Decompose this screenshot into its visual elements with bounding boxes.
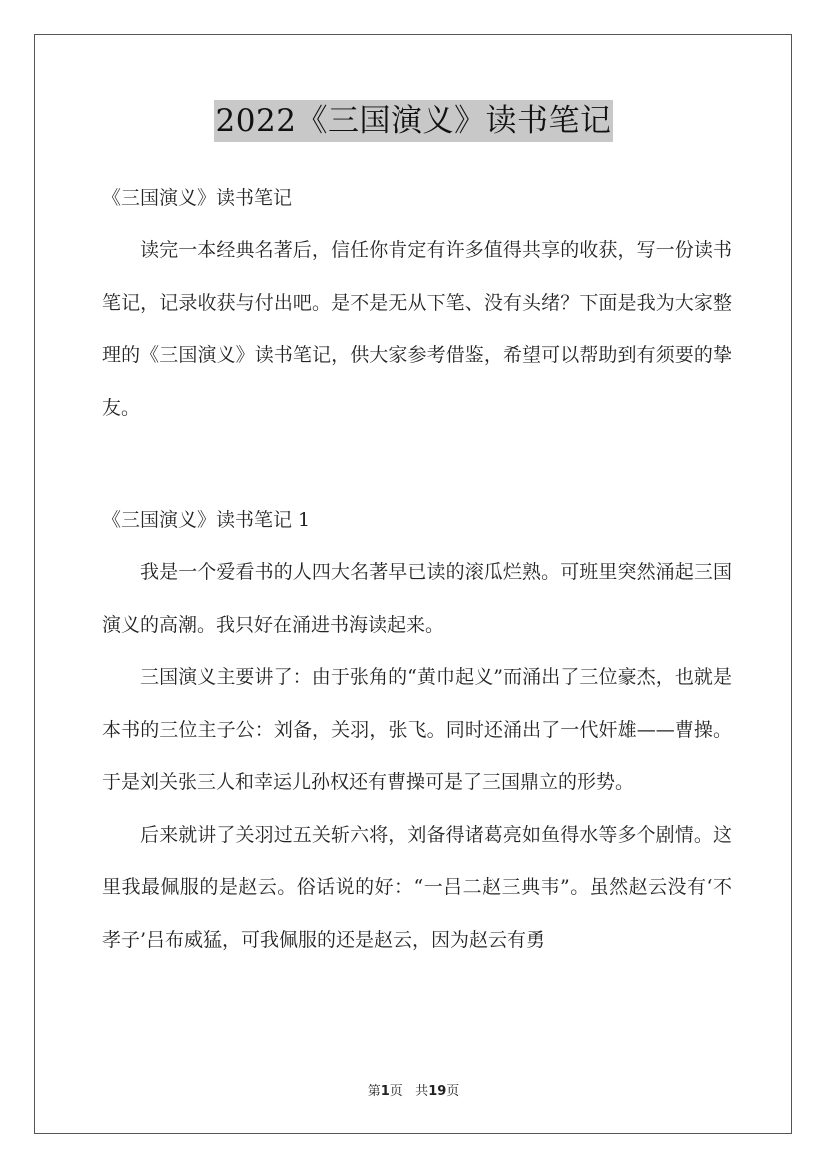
body-paragraph-2: 三国演义主要讲了：由于张角的“黄巾起义”而涌出了三位豪杰，也就是本书的三位主子公：刘备，关羽，张飞。同时还涌出了一代奸雄——曹操。于是刘关张三人和幸运儿孙权还有曹操可是了三国鼎立的形势。 — [102, 666, 732, 793]
page-suffix: 页 — [389, 1084, 403, 1099]
page-footer — [0, 1083, 827, 1101]
total-label: 共 — [415, 1084, 429, 1099]
section-heading: 《三国演义》读书笔记 1 — [102, 509, 311, 531]
intro-paragraph: 读完一本经典名著后，信任你肯定有许多值得共享的收获，写一份读书笔记，记录收获与付出吧。是不是无从下笔、没有头绪？下面是我为大家整理的《三国演义》读书笔记，供大家参考借鉴，希望可以帮助到有须要的挚友。 — [102, 239, 732, 419]
total-pages: 19 — [428, 1084, 447, 1099]
total-suffix: 页 — [446, 1084, 460, 1099]
intro-heading: 《三国演义》读书笔记 — [102, 187, 293, 209]
page-number: 1 — [380, 1084, 390, 1099]
page-label: 第 — [367, 1084, 381, 1099]
body-paragraph-1: 我是一个爱看书的人四大名著早已读的滚瓜烂熟。可班里突然涌起三国演义的高潮。我只好在涌进书海读起来。 — [102, 561, 732, 636]
title-container — [0, 100, 827, 142]
body-paragraph-3: 后来就讲了关羽过五关斩六将，刘备得诸葛亮如鱼得水等多个剧情。这里我最佩服的是赵云。俗话说的好：“一吕二赵三典韦”。虽然赵云没有‘不孝子’吕布威猛，可我佩服的还是赵云，因为赵云有勇 — [102, 823, 732, 951]
document-body — [102, 172, 732, 966]
document-title: 2022《三国演义》读书笔记 — [214, 100, 614, 142]
section-spacer — [102, 434, 732, 494]
